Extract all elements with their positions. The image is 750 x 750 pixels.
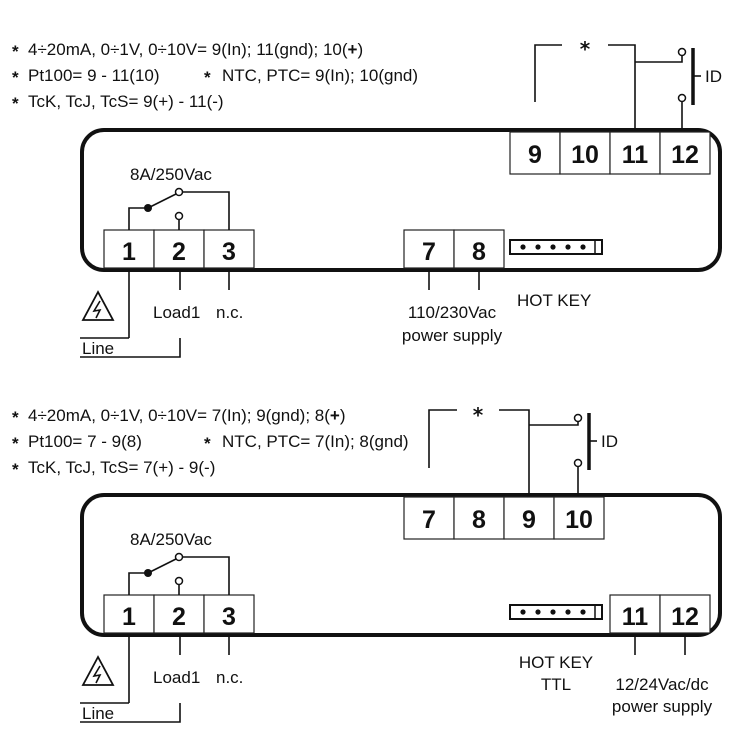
bottom-note-2: Pt100= 7 - 9(8) xyxy=(28,432,142,451)
top-relay-rating: 8A/250Vac xyxy=(130,165,212,184)
bottom-terminal-9: 9 xyxy=(522,506,536,534)
bottom-relay-rating: 8A/250Vac xyxy=(130,530,212,549)
top-terminal-8: 8 xyxy=(472,238,486,266)
bottom-probe-bracket-left xyxy=(429,410,457,468)
bottom-note-3: NTC, PTC= 7(In); 8(gnd) xyxy=(222,432,409,451)
top-id-label: ID xyxy=(705,67,722,86)
bottom-note-1: 4÷20mA, 0÷1V, 0÷10V= 7(In); 9(gnd); 8(+) xyxy=(28,406,346,425)
top-hotkey-connector xyxy=(510,240,602,254)
top-power-label-1: 110/230Vac xyxy=(407,303,497,322)
bottom-terminal-8: 8 xyxy=(472,506,486,534)
bottom-relay-common-wire xyxy=(129,573,146,595)
bottom-note-4: TcK, TcJ, TcS= 7(+) - 9(-) xyxy=(28,458,216,477)
top-note-3-star: * xyxy=(204,68,211,87)
bottom-note-3-star: * xyxy=(204,434,211,453)
bottom-terminal-3: 3 xyxy=(222,603,236,631)
top-relay-terminal-block xyxy=(104,230,254,268)
bottom-id-wire-a xyxy=(529,422,578,425)
bottom-power-label-1: 12/24Vac/dc xyxy=(615,675,709,694)
bottom-power-label-2: power supply xyxy=(611,697,713,716)
bottom-probe-terminal-block xyxy=(404,497,604,539)
bottom-note-4-star: * xyxy=(12,460,19,479)
top-probe-bracket-right xyxy=(608,45,635,130)
bottom-probe-bracket-right xyxy=(499,410,529,495)
top-probe-notes xyxy=(12,40,418,113)
bottom-relay-terminal-block xyxy=(104,595,254,633)
top-note-4-star: * xyxy=(12,94,19,113)
top-hazard-icon xyxy=(83,292,113,320)
bottom-terminal-7: 7 xyxy=(422,506,436,534)
bottom-probe-notes xyxy=(12,406,409,479)
top-power-terminal-block xyxy=(404,230,504,268)
bottom-terminal-11: 11 xyxy=(621,603,649,631)
top-probe-star: * xyxy=(579,37,591,61)
top-id-contact-b xyxy=(679,95,686,102)
top-terminal-7: 7 xyxy=(422,238,436,266)
top-line-label: Line xyxy=(82,339,115,358)
bottom-relay-blade xyxy=(148,559,176,573)
top-note-2-star: * xyxy=(12,68,19,87)
top-relay-common-wire xyxy=(129,208,146,230)
bottom-terminal-1: 1 xyxy=(122,603,136,631)
top-relay-nc-contact xyxy=(176,213,183,220)
top-terminal-1: 1 xyxy=(122,238,136,266)
top-terminal-3: 3 xyxy=(222,238,236,266)
bottom-probe-star: * xyxy=(472,403,484,427)
top-terminal-12: 12 xyxy=(671,141,699,169)
top-note-1: 4÷20mA, 0÷1V, 0÷10V= 9(In); 11(gnd); 10(+) xyxy=(28,40,364,59)
top-probe-terminal-block xyxy=(510,132,710,174)
bottom-power-terminal-block xyxy=(610,595,710,633)
top-id-wire-a xyxy=(635,55,682,62)
top-note-4: TcK, TcJ, TcS= 9(+) - 11(-) xyxy=(28,92,224,111)
bottom-relay-nc-contact xyxy=(176,578,183,585)
bottom-load-label: Load1 xyxy=(153,668,201,687)
bottom-hotkey-label-2: TTL xyxy=(540,675,572,694)
bottom-terminal-10: 10 xyxy=(565,506,593,534)
bottom-relay-no-contact xyxy=(176,554,183,561)
top-terminal-9: 9 xyxy=(528,141,542,169)
top-terminal-10: 10 xyxy=(571,141,599,169)
bottom-nc-label: n.c. xyxy=(216,668,244,687)
bottom-note-1-star: * xyxy=(12,408,19,427)
bottom-terminal-12: 12 xyxy=(671,603,699,631)
top-relay-blade xyxy=(148,194,176,208)
top-hotkey-label: HOT KEY xyxy=(517,291,592,310)
top-load-label: Load1 xyxy=(153,303,201,322)
top-wiring-diagram xyxy=(12,37,722,358)
top-terminal-11: 11 xyxy=(621,141,649,169)
bottom-note-2-star: * xyxy=(12,434,19,453)
top-note-1-star: * xyxy=(12,42,19,61)
bottom-line-label: Line xyxy=(82,704,115,723)
bottom-hotkey-connector xyxy=(510,605,602,619)
top-probe-bracket-left xyxy=(535,45,562,102)
bottom-hotkey-label-1: HOT KEY xyxy=(518,653,594,672)
bottom-id-contact-b xyxy=(575,460,582,467)
top-relay-no-contact xyxy=(176,189,183,196)
bottom-id-label: ID xyxy=(601,432,618,451)
top-nc-label: n.c. xyxy=(216,303,244,322)
bottom-hazard-icon xyxy=(83,657,113,685)
top-note-3: NTC, PTC= 9(In); 10(gnd) xyxy=(222,66,419,85)
bottom-relay-no-wire xyxy=(183,557,229,595)
bottom-wiring-diagram xyxy=(12,403,720,723)
top-terminal-2: 2 xyxy=(172,238,186,266)
top-relay-no-wire xyxy=(183,192,229,230)
top-note-2: Pt100= 9 - 11(10) xyxy=(28,66,160,85)
top-power-label-2: power supply xyxy=(401,326,503,345)
top-id-contact-a xyxy=(679,49,686,56)
bottom-id-contact-a xyxy=(575,415,582,422)
bottom-terminal-2: 2 xyxy=(172,603,186,631)
